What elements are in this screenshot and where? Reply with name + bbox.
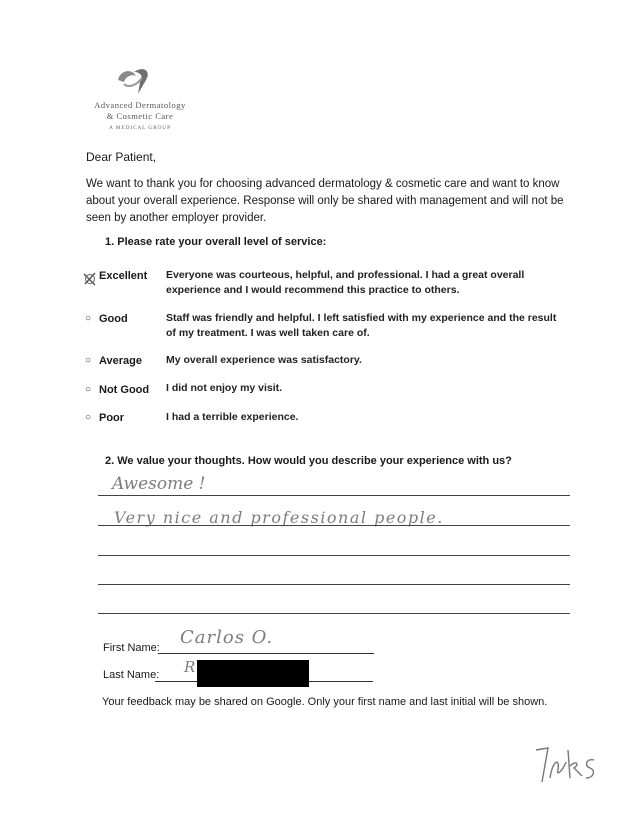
redaction-box <box>197 660 309 687</box>
option-good-label: Good <box>99 313 128 325</box>
handwritten-answer-line2: Very nice and professional people. <box>114 508 444 527</box>
footer-note: Your feedback may be shared on Google. Only your first name and last initial will be shown. <box>102 696 548 708</box>
answer-line-5[interactable] <box>98 613 570 614</box>
greeting: Dear Patient, <box>86 150 157 164</box>
first-name-label: First Name: <box>103 642 160 654</box>
option-good-radio[interactable]: ○ <box>85 313 92 324</box>
handwritten-initials-signature <box>532 742 602 792</box>
option-poor-description: I had a terrible experience. <box>166 411 299 423</box>
option-poor-label: Poor <box>99 412 125 424</box>
option-average-label: Average <box>99 355 143 367</box>
option-not-good-label: Not Good <box>99 384 150 396</box>
last-name-label: Last Name: <box>103 669 160 681</box>
question-1: 1. Please rate your overall level of service: <box>105 236 327 248</box>
company-logo-mark <box>112 62 162 96</box>
option-poor-radio[interactable]: ○ <box>85 412 92 423</box>
answer-line-1[interactable] <box>98 495 570 496</box>
option-excellent-label: Excellent <box>99 270 148 282</box>
first-name-field[interactable] <box>158 653 374 654</box>
logo-text-line1: Advanced Dermatology <box>94 100 186 110</box>
answer-line-4[interactable] <box>98 584 570 585</box>
logo-text-line3: A MEDICAL GROUP <box>109 125 171 131</box>
intro-paragraph: We want to thank you for choosing advanced dermatology & cosmetic care and want to know about your overall experience. Response will only be shared with management and will not be seen by another employer provider. <box>86 178 564 224</box>
option-not-good-radio[interactable]: ○ <box>85 384 92 395</box>
handwritten-answer-line1: Awesome ! <box>112 474 206 494</box>
option-good-description: Staff was friendly and helpful. I left satisfied with my experience and the result of my treatment. I was well taken care of. <box>166 312 557 339</box>
answer-line-3[interactable] <box>98 555 570 556</box>
answer-line-2[interactable] <box>98 525 570 526</box>
first-name-value: Carlos O. <box>180 627 274 648</box>
option-not-good-description: I did not enjoy my visit. <box>166 382 283 394</box>
option-excellent-description: Everyone was courteous, helpful, and professional. I had a great overall experience and I would recommend this practice to others. <box>166 269 525 296</box>
option-average-description: My overall experience was satisfactory. <box>166 354 362 366</box>
logo-text-line2: & Cosmetic Care <box>106 111 174 121</box>
last-name-value: R <box>184 658 196 676</box>
x-check-mark-icon[interactable] <box>82 271 98 287</box>
question-2: 2. We value your thoughts. How would you describe your experience with us? <box>105 455 512 467</box>
option-average-radio[interactable]: ○ <box>85 355 92 366</box>
